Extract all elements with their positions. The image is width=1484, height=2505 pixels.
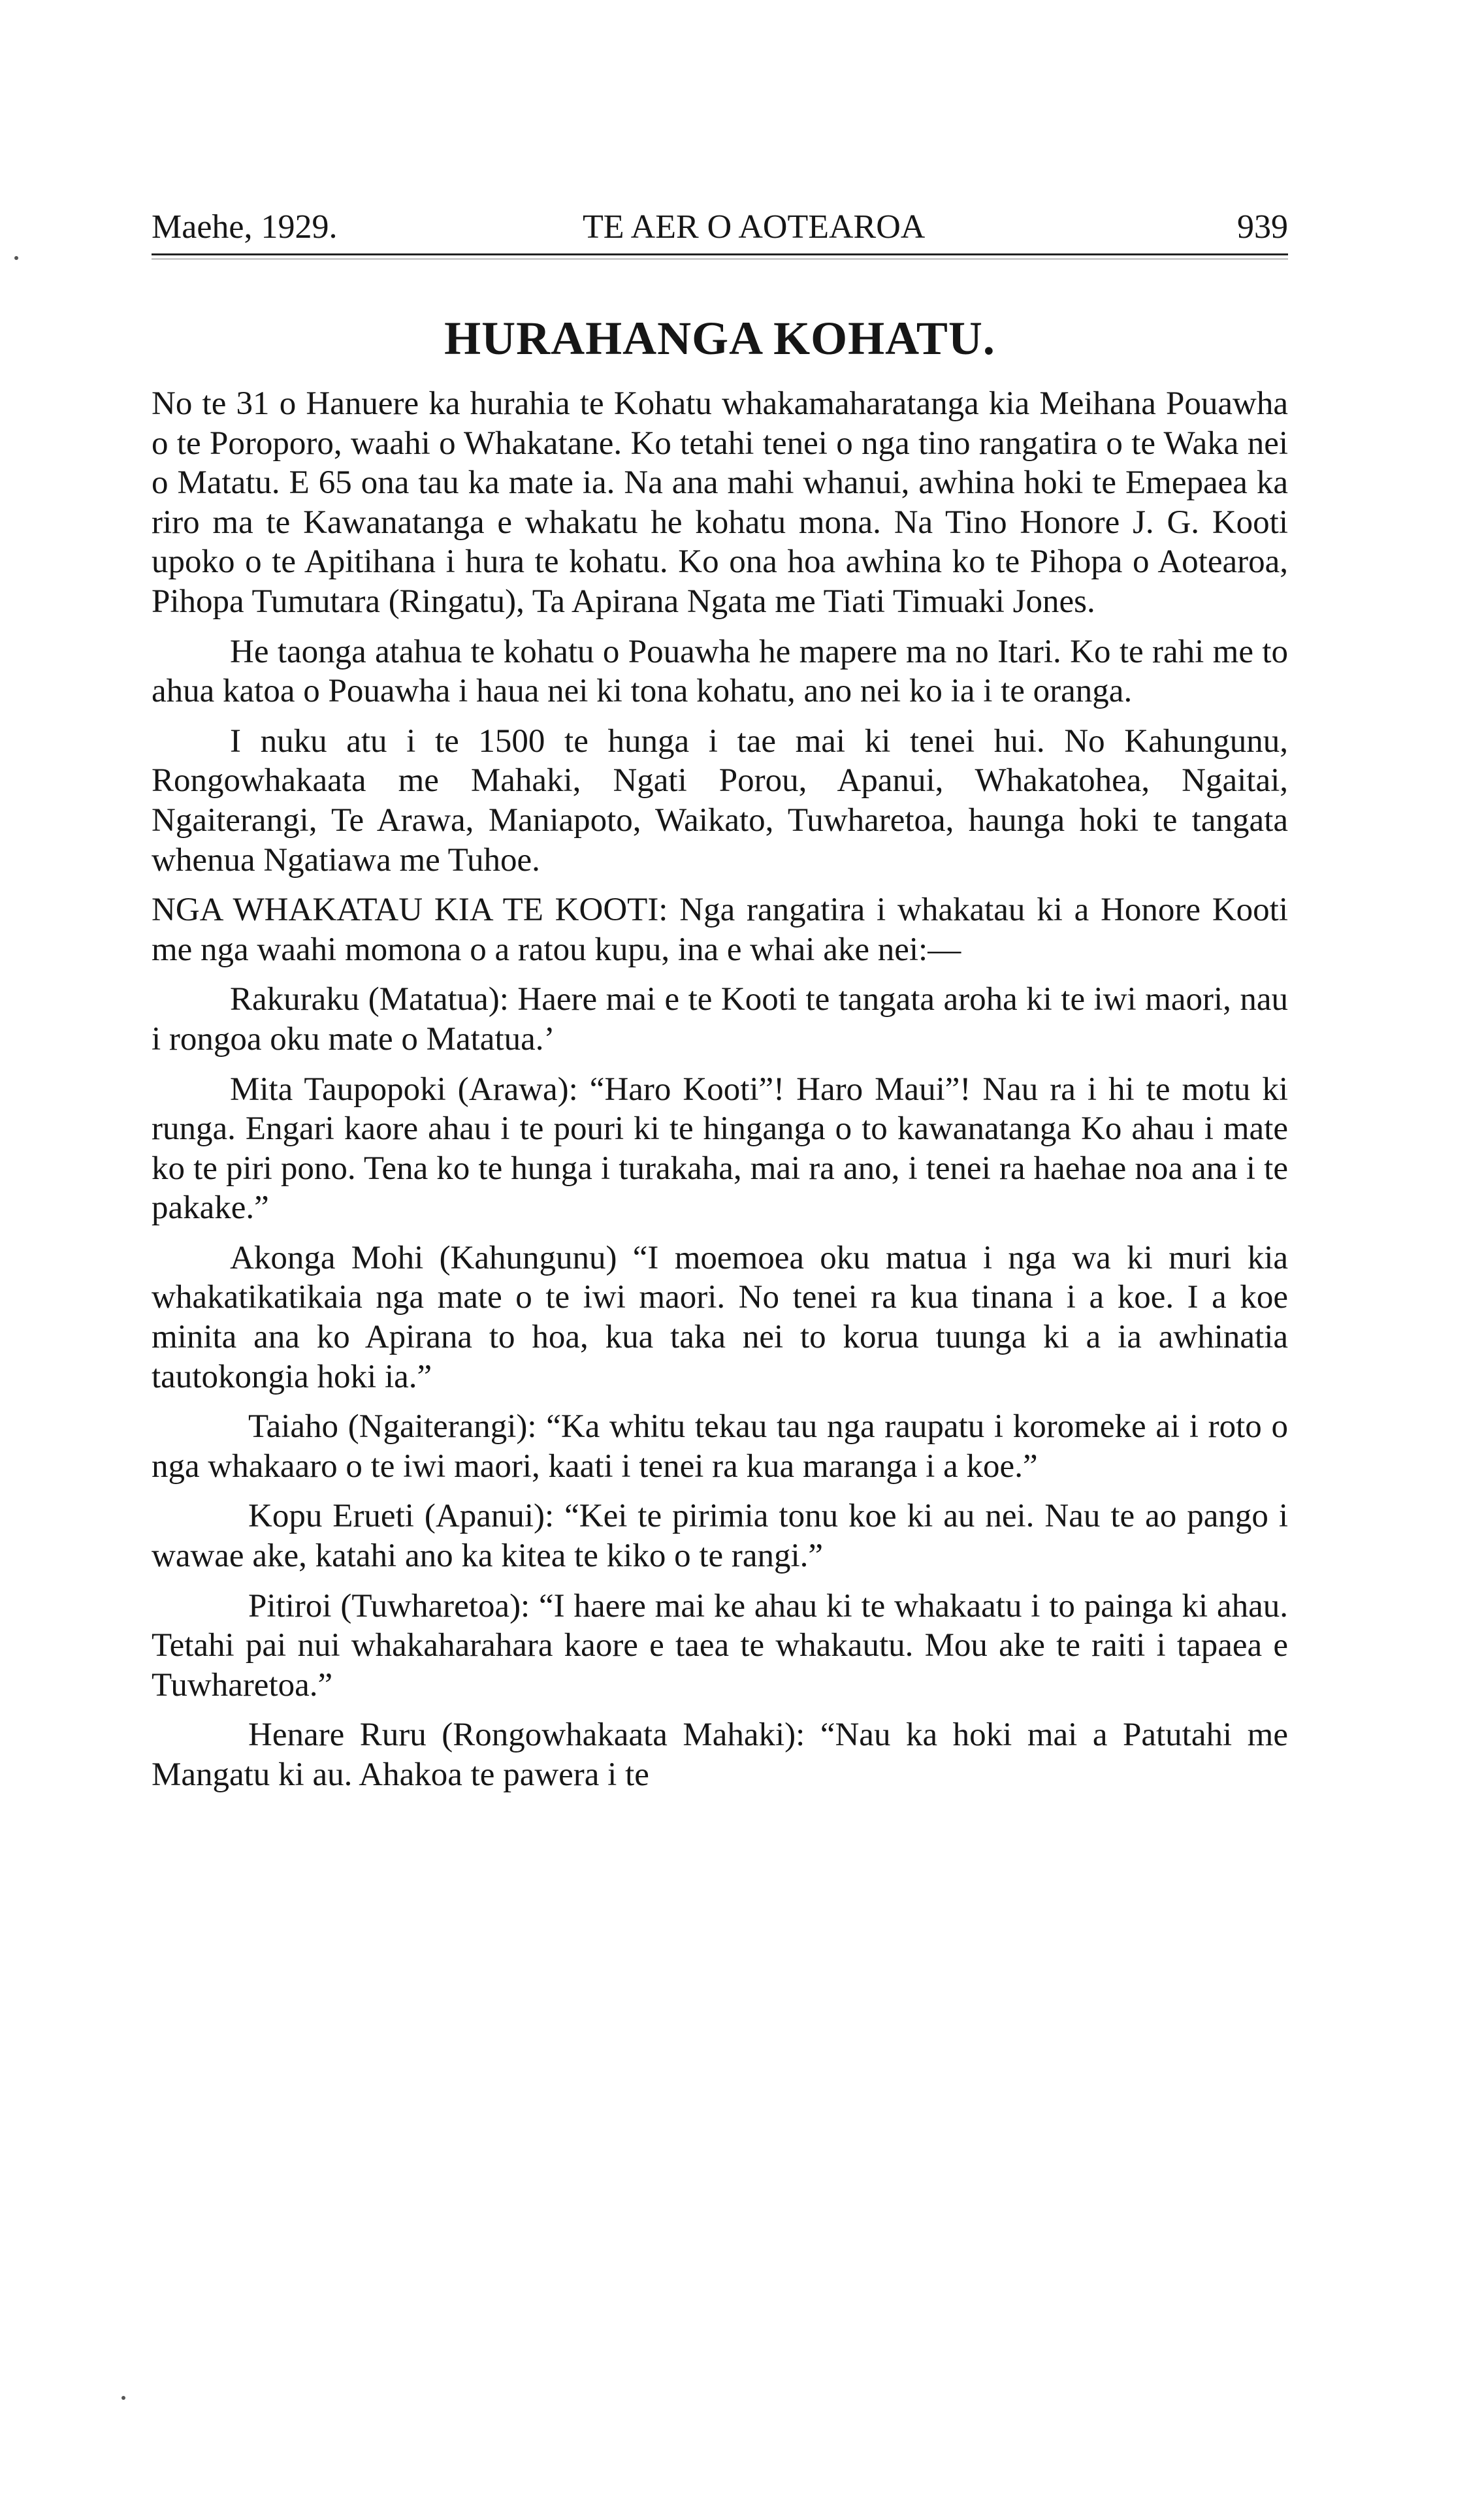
article-title: HURAHANGA KOHATU. xyxy=(444,312,995,364)
paragraph: Pitiroi (Tuwharetoa): “I haere mai ke ahau ki te whakaatu i to painga ki ahau. Tetahi pai nui whakaharahara kaore e taea te whakautu. Mou ake te raiti i tapaea e Tuwharetoa.” xyxy=(152,1587,1288,1704)
article-body xyxy=(152,384,1288,1805)
paragraph: Rakuraku (Matatua): Haere mai e te Kooti te tangata aroha ki te iwi maori, nau i rongoa oku mate o Matatua.’ xyxy=(152,981,1288,1058)
paragraph: Taiaho (Ngaiterangi): “Ka whitu tekau tau nga raupatu i koromeke ai i roto o nga whakaaro o te iwi maori, kaati i tenei ra kua maranga i a koe.” xyxy=(152,1408,1288,1485)
paragraph: Henare Ruru (Rongowhakaata Mahaki): “Nau ka hoki mai a Patutahi me Mangatu ki au. Ahakoa te pawera i te xyxy=(152,1717,1288,1793)
issue-date: Maehe, 1929. xyxy=(152,208,338,246)
paragraph: NGA WHAKATAU KIA TE KOOTI: Nga rangatira i whakatau ki a Honore Kooti me nga waahi momona o a ratou kupu, ina e whai ake nei:— xyxy=(152,892,1288,968)
paragraph: Kopu Erueti (Apanui): “Kei te pirimia tonu koe ki au nei. Nau te ao pango i wawae ake, katahi ano ka kitea te kiko o te rangi.” xyxy=(152,1498,1288,1575)
publication-title: TE AER O AOTEAROA xyxy=(583,208,926,246)
page-number: 939 xyxy=(1237,208,1288,246)
paragraph: No te 31 o Hanuere ka hurahia te Kohatu whakamaharatanga kia Meihana Pouawha o te Poroporo, waahi o Whakatane. Ko tetahi tenei o nga tino rangatira o te Waka nei o Matatu. E 65 ona tau ka mate ia. Na ana mahi whanui, awhina hoki te Emepaea ka riro ma te Kawanatanga e whakatu he kohatu mona. Na Tino Honore J. G. Kooti upoko o te Apitihana i hura te kohatu. Ko ona hoa awhina ko te Pihopa o Aotearoa, Pihopa Tumutara (Ringatu), Ta Apirana Ngata me Tiati Timuaki Jones. xyxy=(152,385,1288,620)
paragraph: Akonga Mohi (Kahungunu) “I moemoea oku matua i nga wa ki muri kia whakatikatikaia nga mate o te iwi maori. No tenei ra kua tinana i a koe. I a koe minita ana ko Apirana to hoa, kua taka nei to korua tuunga ki a ia awhinatia tautokongia hoki ia.” xyxy=(152,1239,1288,1395)
margin-mark xyxy=(14,256,18,260)
margin-mark xyxy=(121,2396,125,2400)
header-rule xyxy=(152,253,1288,255)
paragraph: He taonga atahua te kohatu o Pouawha he mapere ma no Itari. Ko te rahi me to ahua katoa o Pouawha i haua nei ki tona kohatu, ano nei ko ia i te oranga. xyxy=(152,633,1288,710)
running-header xyxy=(152,208,1288,253)
paragraph: Mita Taupopoki (Arawa): “Haro Kooti”! Haro Maui”! Nau ra i hi te motu ki runga. Engari kaore ahau i te pouri ki te hinganga o to kawanatanga Ko ahau i mate ko te piri pono. Tena ko te hunga i turakaha, mai ra ano, i tenei ra haehae noa ana i te pakake.” xyxy=(152,1071,1288,1227)
paragraph: I nuku atu i te 1500 te hunga i tae mai ki tenei hui. No Kahungunu, Rongowhakaata me Mahaki, Ngati Porou, Apanui, Whakatohea, Ngaitai, Ngaiterangi, Te Arawa, Maniapoto, Waikato, Tuwharetoa, haunga hoki te tangata whenua Ngatiawa me Tuhoe. xyxy=(152,722,1288,879)
